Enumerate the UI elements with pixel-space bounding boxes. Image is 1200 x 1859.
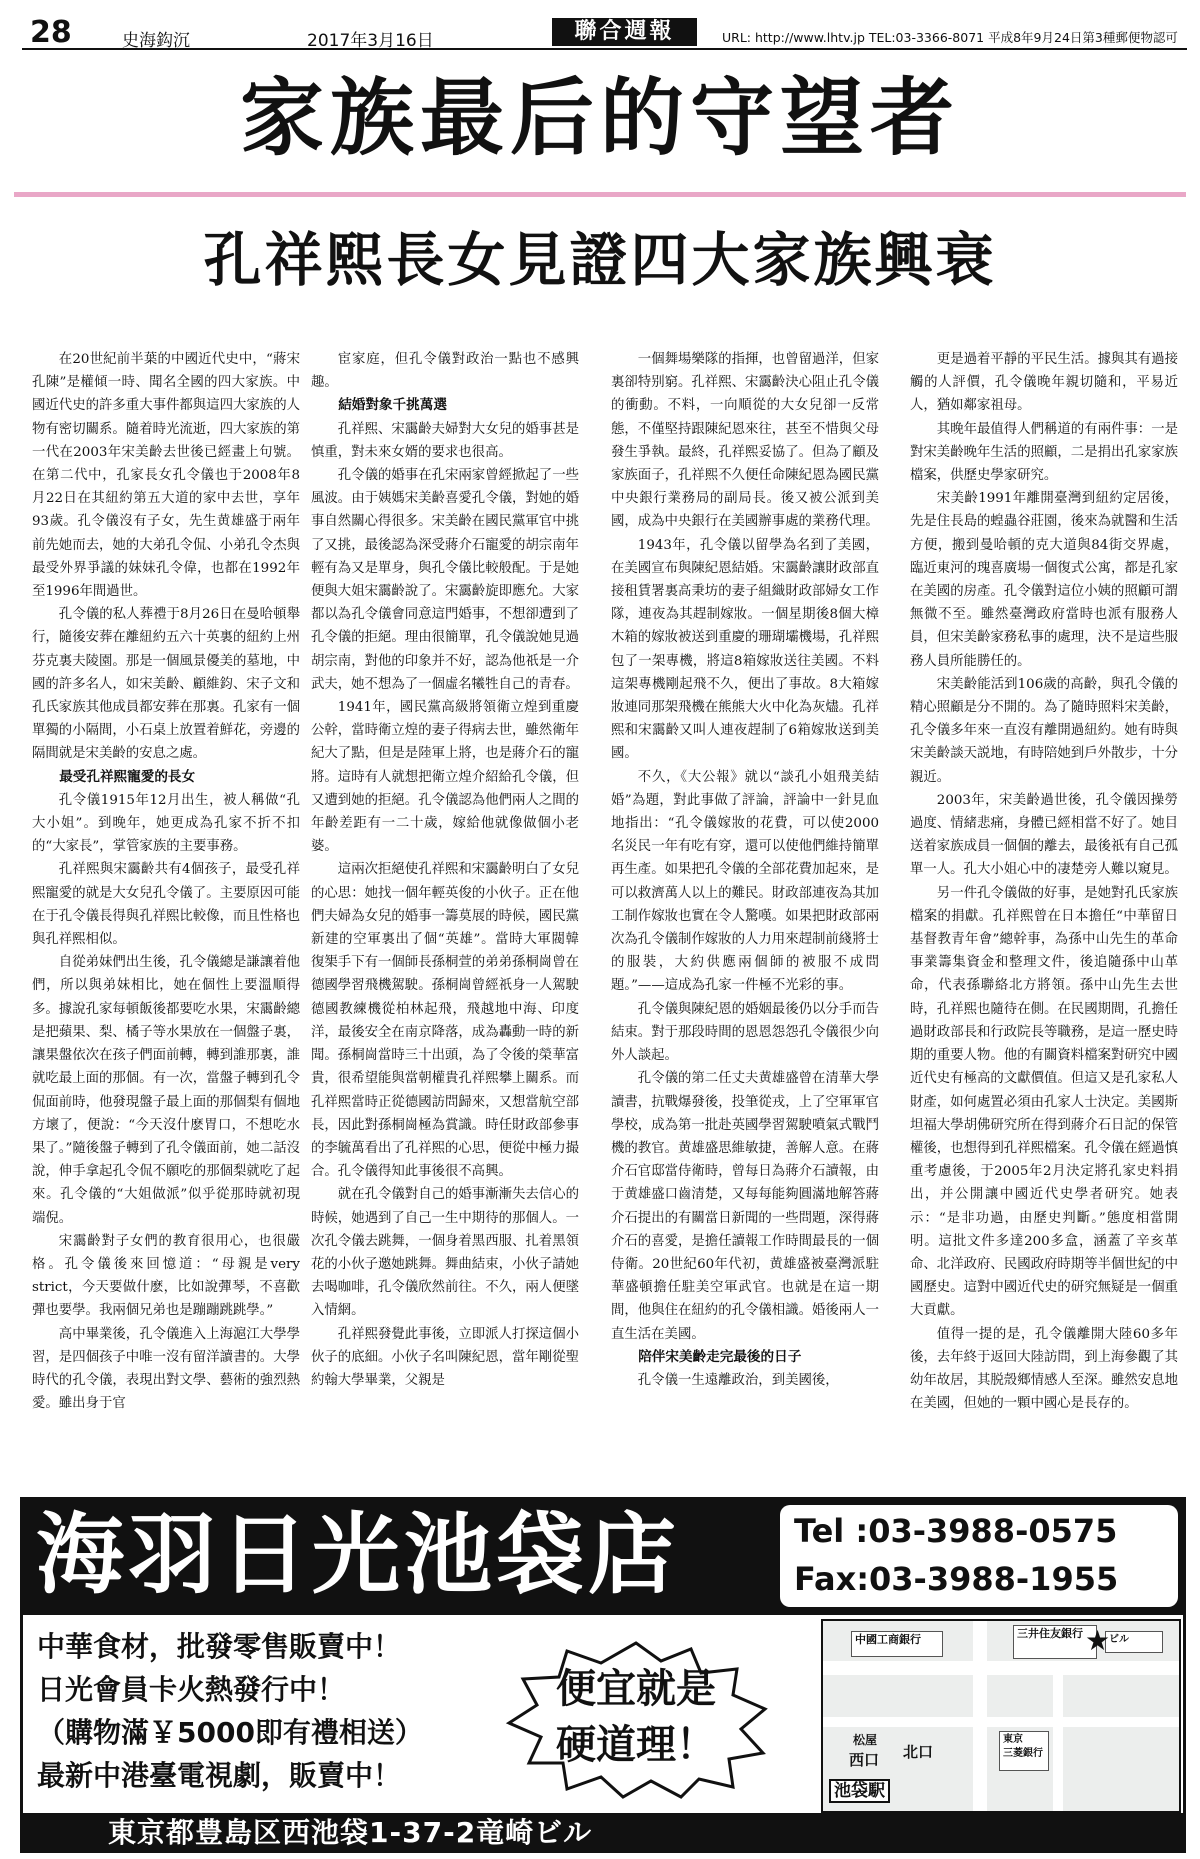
article-paragraph: 宋美齡能活到106歲的高齡，與孔令儀的精心照顧是分不開的。為了隨時照料宋美齡，孔令儀多年來一直沒有離開過紐約。她有時與宋美齡談天説地，有時陪她到戶外散步，十分親近。 xyxy=(910,676,1178,785)
contact-box xyxy=(780,1505,1178,1607)
shop-advertisement xyxy=(20,1497,1186,1853)
article-column-4 xyxy=(910,348,1178,1486)
article-paragraph: 孔祥熙與宋靄齡共有4個孩子，最受孔祥熙寵愛的就是大女兒孔令儀了。主要原因可能在于孔令儀長得與孔祥熙比較像，而且性格也與孔祥熙相似。 xyxy=(32,862,300,948)
article-paragraph: 孔令儀的婚事在孔宋兩家曾經掀起了一些風波。由于姨媽宋美齡喜愛孔令儀，對她的婚事自然關心得很多。宋美齡在國民黨軍官中挑了又挑，最後認為深受蔣介石寵愛的胡宗南年輕有為又是單身，與孔令儀比較般配。于是她便與大姐宋靄齡說了。宋靄齡旋即應允。大家都以為孔令儀會同意這門婚事，不想卻遭到了孔令儀的拒絕。理由很簡單，孔令儀說她見過胡宗南，對他的印象并不好，認為他祇是一介武夫，她不想為了一個虛名犧牲自己的青春。 xyxy=(311,468,579,692)
article-column-1 xyxy=(32,348,300,1486)
store-star-icon: ★ xyxy=(1085,1624,1111,1657)
sub-headline: 孔祥熙長女見證四大家族興衰 xyxy=(203,226,997,294)
article-paragraph: 不久，《大公報》就以“談孔小姐飛美結婚”為題，對此事做了評論，評論中一針見血地指出：“孔令儀嫁妝的花費，可以使2000名災民一年有吃有穿，還可以使他們維持簡單再生產。如果把孔令儀的全部花費加起來，是可以救濟萬人以上的難民。財政部連夜為其加工制作嫁妝也實在令人驚嘆。如果把財政部兩次為孔令儀制作嫁妝的人力用來趕制前綫將士的服裝，大約供應兩個師的被服不成問題。”——這成為孔家一件極不光彩的事。 xyxy=(611,769,879,994)
article-paragraph: 孔令儀與陳紀恩的婚姻最後仍以分手而告結束。對于那段時間的恩恩怨怨孔令儀很少向外人談起。 xyxy=(611,1001,879,1064)
article-column-3 xyxy=(611,348,879,1486)
section-subheading: 結婚對象千挑萬選 xyxy=(338,397,447,414)
publication-info: URL: http://www.lhtv.jp TEL:03-3366-8071 平成8年9月24日第3種郵便物認可 xyxy=(722,30,1178,45)
ad-banner xyxy=(20,1497,1186,1615)
article-paragraph: 值得一提的是，孔令儀離開大陸60多年後，去年終于返回大陸訪問，到上海參觀了其幼年故居，其脱殼鄉情感人至深。雖然安息地在美國，但她的一顆中國心是長存的。 xyxy=(910,1326,1178,1412)
article-paragraph: 就在孔令儀對自己的婚事漸漸失去信心的時候，她遇到了自己一生中期待的那個人。一次孔令儀去跳舞，一個身着黑西服、扎着黑領花的小伙子邀她跳舞。舞曲結束，小伙子請她去喝咖啡，孔令儀欣然前往。不久，兩人便墜入情網。 xyxy=(311,1187,579,1319)
map-label-matsuya: 松屋 xyxy=(853,1733,878,1747)
article-paragraph: 一個舞場樂隊的指揮，也曾留過洋，但家裏卻特别窮。孔祥熙、宋靄齡決心阻止孔令儀的衝動。不料，一向順從的大女兒卻一反常態，不僅堅持跟陳紀恩來往，甚至不惜與父母發生爭執。最終，孔祥熙妥協了。但為了顧及家族面子，孔祥熙不久便任命陳紀恩為國民黨中央銀行業務局的副局長。後又被公派到美國，成為中央銀行在美國辦事處的業務代理。 xyxy=(611,352,879,530)
map-label-station: 池袋駅 xyxy=(829,1779,890,1803)
article-paragraph: 孔令儀1915年12月出生，被人稱做“孔大小姐”。到晚年，她更成為孔家不折不扣的“大家長”，掌管家族的主要事務。 xyxy=(32,792,300,855)
map-building-east: 東京 三菱銀行 xyxy=(999,1731,1049,1771)
shop-fax: Fax:03-3988-1955 xyxy=(794,1560,1119,1598)
shop-telephone: Tel :03-3988-0575 xyxy=(794,1512,1118,1550)
article-paragraph: 孔令儀的私人葬禮于8月26日在曼哈頓舉行，隨後安葬在離紐約五六十英裏的紐約上州芬克裏夫陵園。那是一個風景優美的墓地，中國的許多名人，如宋美齡、顧維鈞、宋子文和孔氏家族其他成員都安葬在那裏。孔家有一個單獨的小隔間，小石桌上放置着鮮花，旁邊的隔間就是宋美齡的安息之處。 xyxy=(32,607,300,762)
map-bank-2: 三井住友銀行 xyxy=(1013,1625,1097,1659)
article-paragraph: 孔令儀一生遠離政治，到美國後， xyxy=(637,1372,839,1388)
ad-body xyxy=(20,1615,1186,1813)
map-bank-1: 中國工商銀行 xyxy=(851,1631,943,1657)
article-paragraph: 其晚年最值得人們稱道的有兩件事：一是對宋美齡晚年生活的照顧，二是捐出孔家家族檔案，供歷史學家研究。 xyxy=(910,421,1178,484)
article-paragraph: 孔祥熙發覺此事後，立即派人打探這個小伙子的底細。小伙子名叫陳紀恩，當年剛從聖約翰大學畢業，父親是 xyxy=(311,1326,579,1388)
article-paragraph: 宋靄齡對子女們的教育很用心，也很嚴格。孔令儀後來回憶道：“母親是very strict，今天要做什麽，比如說彈琴，不喜歡彈也要學。我兩個兄弟也是蹦蹦跳跳學。” xyxy=(32,1233,300,1319)
article-paragraph: 在20世紀前半葉的中國近代史中，“蔣宋孔陳”是權傾一時、聞名全國的四大家族。中國近代史的許多重大事件都與這四大家族的人物有密切關系。隨着時光流逝，四大家族的第一代在2003年宋美齡去世後已經畫上句號。在第二代中，孔家長女孔令儀也于2008年8月22日在其紐約第五大道的家中去世，享年93歲。孔令儀沒有子女，先生黄雄盛于兩年前先她而去，她的大弟孔令侃、小弟孔令杰與最受外界爭議的妹妹孔令偉，也都在1992年至1996年間過世。 xyxy=(32,352,300,600)
section-subheading: 最受孔祥熙寵愛的長女 xyxy=(59,768,196,785)
article-body xyxy=(32,348,1190,1486)
slogan-line-2: 硬道理！ xyxy=(556,1722,716,1768)
column-name: 史海鈎沉 xyxy=(122,31,190,51)
article-paragraph: 宋美齡1991年離開臺灣到紐約定居後，先是住長島的蝗蟲谷莊園，後來為就醫和生活方便，搬到曼哈頓的克大道與84街交界處，臨近東河的瑰喜廣場一個復式公寓，都是孔家在美國的房產。孔令儀對這位小姨的照顧可謂無微不至。雖然臺灣政府當時也派有服務人員，但宋美齡家務私事的處理，決不是這些服務人員所能勝任的。 xyxy=(910,491,1178,669)
map-road xyxy=(823,1661,1179,1675)
article-paragraph: 另一件孔令儀做的好事，是她對孔氏家族檔案的捐獻。孔祥熙曾在日本擔任“中華留日基督教青年會”總幹事，為孫中山先生的革命事業籌集資金和整理文件，後追隨孫中山革命，代表孫聯絡北方將領。孫中山先生去世時，孔祥熙也隨待在側。在民國期間，孔擔任過財政部長和行政院長等職務，是這一歷史時期的重要人物。他的有關資料檔案對研究中國近代史有極高的文獻價值。但這又是孔家私人財產，如何處置必須由孔家人士決定。美國斯坦福大學胡佛研究所在得到蔣介石日記的保管權後，也想得到孔祥熙檔案。孔令儀在經過慎重考慮後，于2005年2月決定將孔家史料捐出，并公開讓中國近代史學者研究。她表示：“是非功過，由歷史判斷。”態度相當開明。這批文件多達200多盒，涵蓋了辛亥革命、北洋政府、民國政府時期等半個世紀的中國歷史。這對中國近代史的研究無疑是一個重大貢獻。 xyxy=(910,885,1178,1319)
article-paragraph: 1943年，孔令儀以留學為名到了美國，在美國宣布與陳紀恩結婚。宋靄齡讓財政部直接租賃署裏高秉坊的妻子組織財政部婦女工作隊，連夜為其趕制嫁妝。一個星期後8個大樟木箱的嫁妝被送到重慶的珊瑚壩機場，孔祥熙包了一架專機，將這8箱嫁妝送往美國。不料這架專機剛起飛不久，便出了事故。8大箱嫁妝連同那架飛機在熊熊大火中化為灰燼。孔祥熙和宋靄齡又叫人連夜趕制了6箱嫁妝送到美國。 xyxy=(611,537,879,762)
article-paragraph: 這兩次拒絕使孔祥熙和宋靄齡明白了女兒的心思：她找一個年輕英俊的小伙子。正在他們夫婦為女兒的婚事一籌莫展的時候，國民黨新建的空軍裏出了個“英雄”。當時大軍閥韓復榘手下有一個師長孫桐萱的弟弟孫桐崗曾在德國學習飛機駕駛。孫桐崗曾經祇身一人駕駛德國教練機從柏林起飛，飛越地中海、印度洋，最後安全在南京降落，成為轟動一時的新聞。孫桐崗當時三十出頭，為了令後的榮華富貴，很希望能與當朝權貴孔祥熙攀上關系。而孔祥熙當時正從德國訪問歸來，又想當航空部長，因此對孫桐崗極為賞識。時任財政部參事的李毓萬看出了孔祥熙的心思，便從中極力撮合。孔令儀得知此事後很不高興。 xyxy=(311,862,579,1180)
article-paragraph: 高中畢業後，孔令儀進入上海滬江大學學習，是四個孩子中唯一沒有留洋讀書的。大學時代的孔令儀，表現出對文學、藝術的強烈熱愛。雖出身于官 xyxy=(32,1326,300,1412)
store-location-map xyxy=(821,1619,1181,1813)
slogan-line-1: 便宜就是 xyxy=(556,1666,716,1712)
map-label-north-exit: 北口 xyxy=(903,1743,934,1761)
article-paragraph: 自從弟妹們出生後，孔令儀總是謙讓着他們，所以與弟妹相比，她在個性上要溫順得多。據說孔家每頓飯後都要吃水果，宋靄齡總是把蘋果、梨、橘子等水果放在一個盤子裏，讓果盤依次在孩子們面前轉，轉到誰那裏，誰就吃最上面的那個。有一次，當盤子轉到孔令侃面前時，他發現盤子最上面的那個梨有個地方壞了，便說：“今天沒什麽胃口，不想吃水果了。”隨後盤子轉到了孔令儀面前，她二話沒說，伸手拿起孔令侃不願吃的那個梨就吃了起來。孔令儀的“大姐做派”似乎從那時就初現端倪。 xyxy=(32,955,300,1226)
map-road xyxy=(1053,1675,1063,1811)
ad-address-bar xyxy=(20,1813,1186,1853)
article-paragraph: 孔祥熙、宋靄齡夫婦對大女兒的婚事甚是慎重，對未來女婿的要求也很高。 xyxy=(311,421,579,460)
article-column-2 xyxy=(311,348,579,1486)
issue-date: 2017年3月16日 xyxy=(307,31,434,51)
masthead-logo: 聯合週報 xyxy=(552,18,697,46)
page-header xyxy=(22,15,1187,51)
headline-divider xyxy=(14,192,1186,197)
page-number: 28 xyxy=(30,15,72,50)
promo-line: （購物滿￥5000即有禮相送） xyxy=(37,1716,423,1749)
article-paragraph: 更是過着平靜的平民生活。據與其有過接觸的人評價，孔令儀晚年親切隨和，平易近人，猶如鄰家祖母。 xyxy=(910,352,1178,414)
article-paragraph: 1941年，國民黨高級將領衛立煌到重慶公幹，當時衛立煌的妻子得病去世，雖然衛年紀大了點，但是是陸軍上將，也是蔣介石的寵將。這時有人就想把衛立煌介紹給孔令儀，但又遭到她的拒絕。孔令儀認為他們兩人之間的年齡差距有一二十歲，嫁給他就像做個小老婆。 xyxy=(311,700,579,855)
promo-line: 最新中港臺電視劇，販賣中！ xyxy=(37,1759,402,1792)
article-paragraph: 孔令儀的第二任丈夫黄雄盛曾在清華大學讀書，抗戰爆發後，投筆從戎，上了空軍軍官學校，成為第一批赴英國學習駕駛噴氣式戰鬥機的教官。黄雄盛思維敏捷，善解人意。在蔣介石官邸當侍衛時，曾每日為蔣介石讀報，由于黄雄盛口齒清楚，又每每能夠圓滿地解答蔣介石提出的有關當日新聞的一些問題，深得蔣介石的喜愛，是擔任讀報工作時間最長的一個侍衛。20世紀60年代初，黄雄盛被臺灣派駐華盛頓擔任駐美空軍武官。也就是在這一期間，他與住在紐約的孔令儀相識。婚後兩人一直生活在美國。 xyxy=(611,1071,879,1342)
map-road xyxy=(973,1621,987,1811)
shop-name: 海羽日光池袋店 xyxy=(36,1503,681,1606)
slogan-burst xyxy=(501,1639,771,1799)
article-paragraph: 宦家庭，但孔令儀對政治一點也不感興趣。 xyxy=(311,352,579,391)
map-shop-building: ビル xyxy=(1105,1631,1163,1653)
promo-line: 中華食材，批發零售販賣中！ xyxy=(37,1630,402,1663)
shop-address: 東京都豊島区西池袋1-37-2竜崎ビル xyxy=(108,1816,593,1849)
main-headline: 家族最后的守望者 xyxy=(239,69,960,167)
map-label-west-exit: 西口 xyxy=(849,1751,880,1769)
section-subheading: 陪伴宋美齡走完最後的日子 xyxy=(638,1348,802,1365)
map-road xyxy=(823,1717,1179,1727)
promo-line: 日光會員卡火熱發行中！ xyxy=(37,1673,346,1706)
article-paragraph: 2003年，宋美齡過世後，孔令儀因操勞過度、情緒悲痛，身體已經相當不好了。她目送着家族成員一個個的離去，最後祇有自己孤單一人。孔大小姐心中的凄楚旁人難以窺見。 xyxy=(910,792,1178,878)
